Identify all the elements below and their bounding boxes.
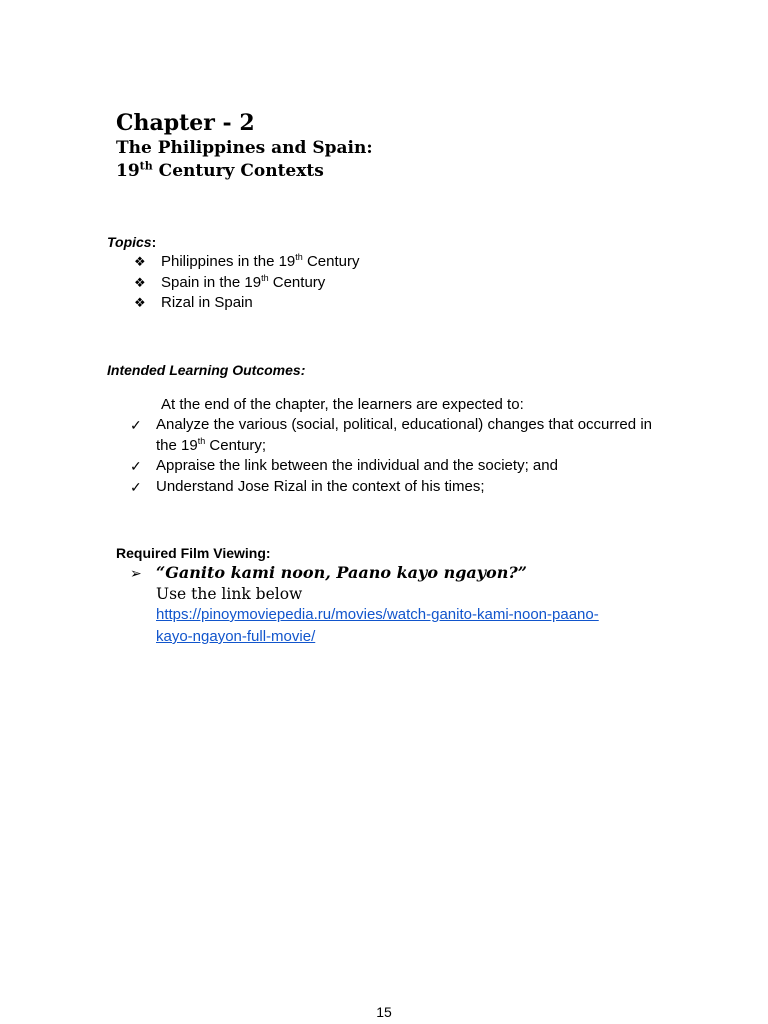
topics-list (134, 252, 359, 314)
subtitle-rest: Century Contexts (152, 161, 324, 181)
topic-text-main: Rizal in Spain (161, 294, 253, 311)
outcome-text (156, 415, 652, 456)
outcome-text (156, 477, 652, 498)
outcomes-list (130, 415, 652, 497)
checkmark-icon: ✓ (130, 458, 142, 474)
topic-text-main: Spain in the 19 (161, 273, 262, 291)
outcome-text-main: Analyze the various (social, political, educational) changes that occurred in the 19 (156, 416, 652, 454)
topics-heading (107, 232, 156, 252)
subtitle-number: 19 (116, 161, 140, 181)
chapter-subtitle (116, 137, 373, 183)
film-title-row (130, 562, 650, 584)
topic-item (134, 293, 359, 314)
topic-text (161, 273, 325, 294)
film-link[interactable]: https://pinoymoviepedia.ru/movies/watch-ganito-kami-noon-paano-kayo-ngayon-full-movie/ (156, 606, 599, 645)
topic-text-tail: Century (268, 273, 326, 291)
diamond-bullet-icon: ❖ (134, 274, 146, 290)
page-number: 15 (376, 1004, 392, 1020)
checkmark-icon: ✓ (130, 417, 142, 433)
film-heading: Required Film Viewing: (116, 545, 271, 561)
topics-label: Topics (107, 234, 152, 250)
diamond-bullet-icon: ❖ (134, 254, 146, 269)
arrowhead-bullet-icon: ➢ (130, 565, 142, 581)
topic-text-tail: Century (302, 253, 360, 270)
film-title: “Ganito kami noon, Paano kayo ngayon?” (156, 563, 527, 582)
subtitle-ordinal-suffix: th (139, 159, 153, 173)
topic-item (134, 252, 359, 273)
chapter-title: Chapter - 2 (116, 110, 255, 136)
topic-item (134, 273, 359, 294)
topic-ordinal-suffix: th (261, 272, 269, 283)
outcomes-intro: At the end of the chapter, the learners are expected to: (161, 396, 524, 413)
outcome-item (130, 415, 652, 456)
topics-colon: : (151, 234, 157, 250)
topic-text-main: Philippines in the 19 (161, 253, 296, 270)
film-instruction: Use the link below (156, 585, 303, 603)
outcome-text-main: Understand Jose Rizal in the context of his times; (156, 477, 485, 495)
diamond-bullet-icon: ❖ (134, 295, 146, 310)
subtitle-line-1: The Philippines and Spain: (116, 138, 373, 158)
subtitle-line-2 (116, 160, 373, 183)
outcome-ordinal-suffix: th (197, 435, 206, 446)
outcome-item (130, 477, 652, 498)
topic-text (161, 252, 359, 273)
outcomes-heading: Intended Learning Outcomes: (107, 362, 306, 378)
checkmark-icon: ✓ (130, 478, 142, 495)
outcome-text (156, 456, 652, 477)
topic-text (161, 293, 253, 314)
outcome-text-main: Appraise the link between the individual and the society; and (156, 457, 558, 474)
outcome-item (130, 456, 652, 477)
topic-ordinal-suffix: th (295, 252, 303, 262)
outcome-text-tail: Century; (205, 436, 267, 454)
film-section (130, 562, 650, 648)
